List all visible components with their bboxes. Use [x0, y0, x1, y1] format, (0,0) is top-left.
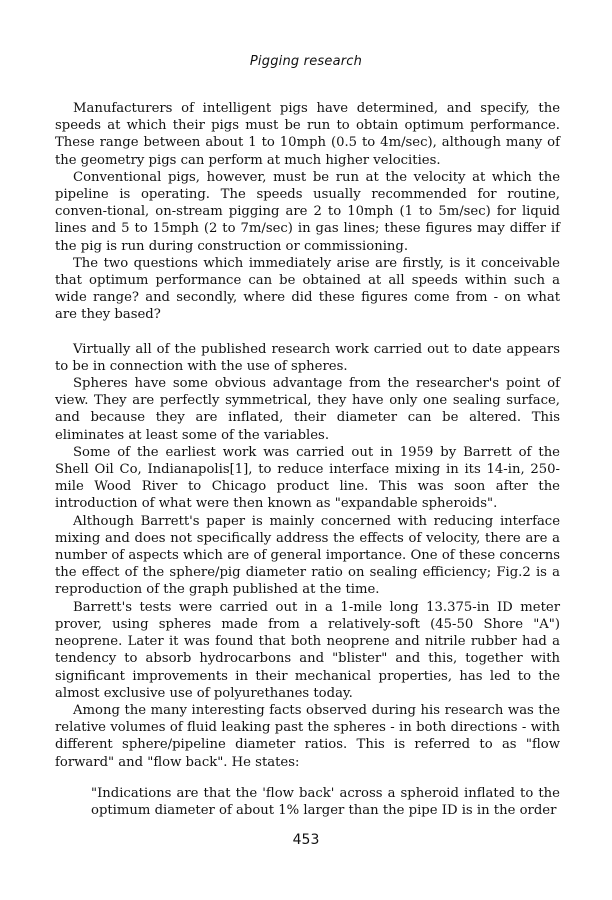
paragraph: Conventional pigs, however, must be run at the velocity at which the pipeline is operating. The speeds usually recommended for routine, conven-tional, on-stream pigging are 2 to 10mph (1 to 5m/sec) for liquid lines and 5 to 15mph (2 to 7m/sec) in gas lines; these figures may differ if the pig is run during construction or commissioning.	[55, 169, 560, 254]
paragraph: The two questions which immediately arise are firstly, is it conceivable that optimum performance can be obtained at all speeds within such a wide range? and secondly, where did these figures come from - on what are they based?	[55, 255, 560, 323]
paragraph: Virtually all of the published research work carried out to date appears to be in connection with the use of spheres.	[55, 341, 560, 374]
paragraph: Manufacturers of intelligent pigs have determined, and specify, the speeds at which their pigs must be run to obtain optimum performance. These range between about 1 to 10mph (0.5 to 4m/sec), although many of the geometry pigs can perform at much higher velocities.	[55, 101, 560, 168]
paragraph: Barrett's tests were carried out in a 1-mile long 13.375-in ID meter prover, using spheres made from a relatively-soft (45-50 Shore "A") neoprene. Later it was found that both neoprene and nitrile rubber had a tendency to absorb hydrocarbons and "blister" and this, together with significant improvements in their mechanical properties, has led to the almost exclusive use of polyurethanes today.	[55, 599, 560, 701]
paragraph: Although Barrett's paper is mainly concerned with reducing interface mixing and does not specifically address the effects of velocity, there are a number of aspects which are of general importance. One of these concerns the effect of the sphere/pig diameter ratio on sealing efficiency; Fig.2 is a reproduction of the graph published at the time.	[55, 513, 560, 598]
quote-text: "Indications are that the 'flow back' across a spheroid inflated to the optimum diameter of about 1% larger than the pipe ID is in the order	[91, 785, 560, 818]
paragraph: Among the many interesting facts observed during his research was the relative volumes of fluid leaking past the spheres - in both directions - with different sphere/pipeline diameter ratios. This is referred to as "flow forward" and "flow back". He states:	[55, 702, 560, 770]
paragraph: Some of the earliest work was carried out in 1959 by Barrett of the Shell Oil Co, Indianapolis[1], to reduce interface mixing in its 14-in, 250-mile Wood River to Chicago product line. This was soon after the introduction of what were then known as "expandable spheroids".	[55, 444, 560, 512]
block-quote	[55, 785, 560, 819]
running-header: Pigging research	[249, 54, 363, 69]
page-number: 453	[292, 832, 320, 848]
paragraph: Spheres have some obvious advantage from the researcher's point of view. They are perfectly symmetrical, they have only one sealing surface, and because they are inflated, their diameter can be altered. This eliminates at least some of the variables.	[55, 376, 560, 443]
body-text	[55, 100, 560, 819]
